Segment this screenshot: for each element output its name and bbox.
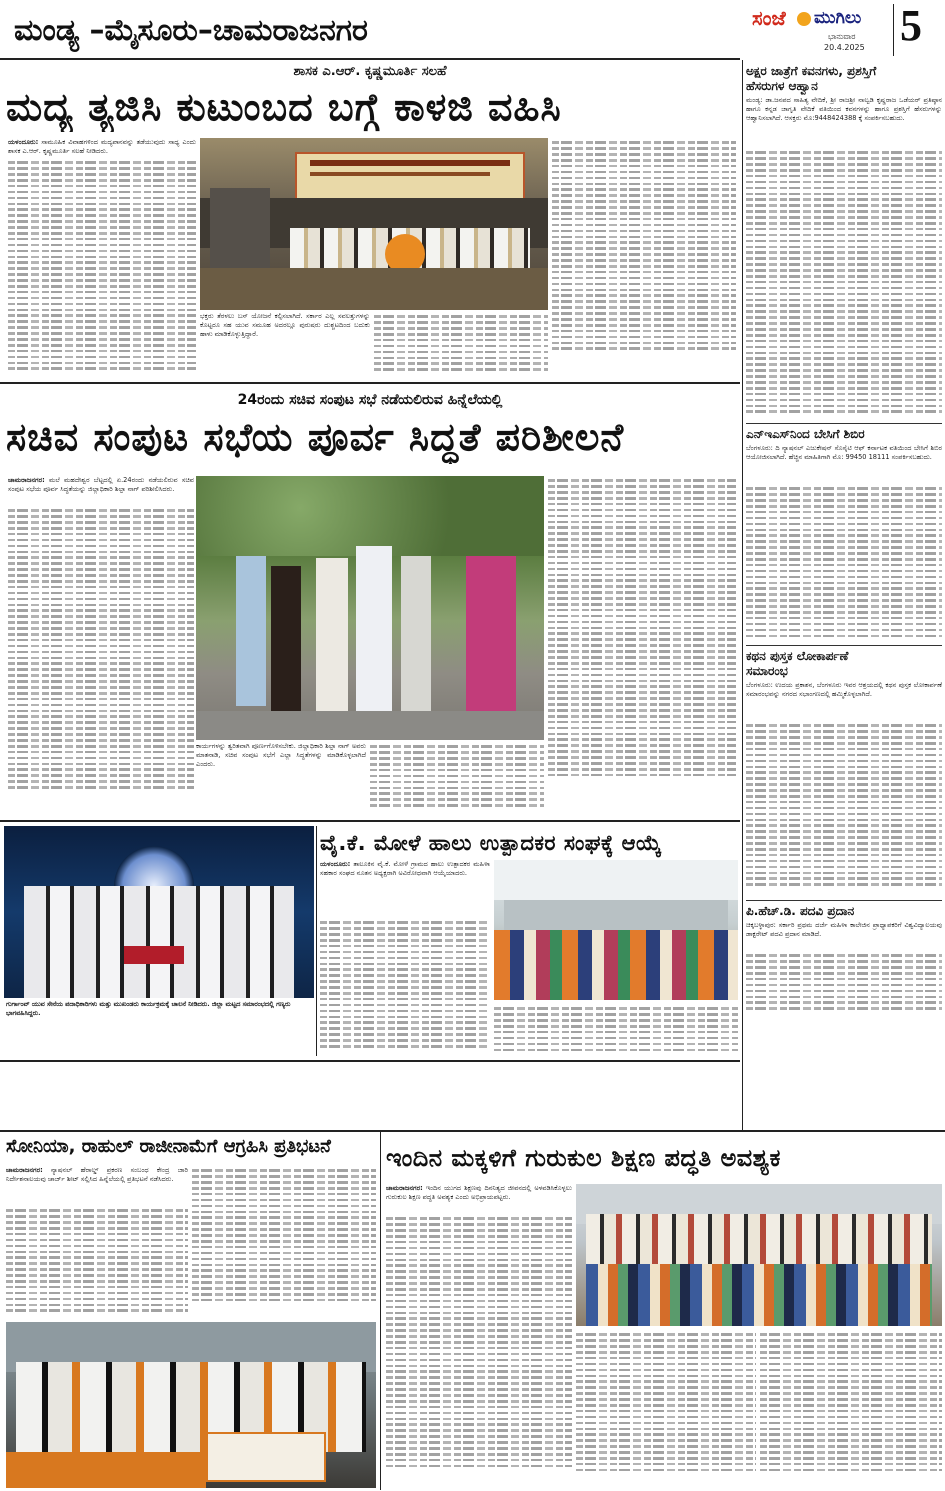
logo-part-2: ಮುಗಿಲು [814, 8, 862, 28]
story3-headline: ವೈ.ಕೆ. ಮೋಳೆ ಹಾಲು ಉತ್ಪಾದಕರ ಸಂಘಕ್ಕೆ ಆಯ್ಕೆ [320, 831, 662, 855]
story4-text-col1 [6, 1166, 188, 1318]
story4-dateline: ಚಾಮರಾಜನಗರ: [6, 1166, 43, 1174]
issue-date: 20.4.2025 [824, 43, 865, 52]
story3-dateline: ಯಳಂದೂರು: [320, 860, 351, 868]
story5-headline: ಇಂದಿನ ಮಕ್ಕಳಿಗೆ ಗುರುಕುಲ ಶಿಕ್ಷಣ ಪದ್ಧತಿ ಅವಶ್ಯಕ [386, 1144, 781, 1172]
story5-text-col1 [386, 1184, 572, 1490]
sidebar-p2: ಬೆಂಗಳೂರು: ದಿ ನ್ಯಾಷನಲ್ ಎಜುಕೇಷನ್ ಸೊಸೈಟಿ ಆಫ್ ಕರ್ನಾಟಕ ವತಿಯಿಂದ ಬೇಸಿಗೆ ಶಿಬಿರ ಆಯೋಜಿಸಲಾಗಿದೆ. ಹೆಚ್ಚಿನ ಮಾಹಿತಿಗಾಗಿ ಮೊ: 99450 18111 ಸಂಪರ್ಕಿಸಬಹುದು. [746, 444, 942, 462]
story5-lead: ಇಂದಿನ ಯುಗದ ಶಿಕ್ಷಣವು ದಿನನಿತ್ಯದ ಜೀವನದಲ್ಲಿ ಅಳವಡಿಸಿಕೊಳ್ಳಲು ಗುರುಕುಲ ಶಿಕ್ಷಣ ಪದ್ಧತಿ ಅವಶ್ಯಕ ಎಂದು ಅಭಿಪ್ರಾಯಪಟ್ಟರು. [386, 1184, 572, 1202]
story3-text-col1 [320, 860, 490, 1056]
story2-text-col4 [548, 476, 736, 816]
story1-text-col4 [552, 138, 736, 378]
story2-photo [196, 476, 544, 740]
sidebar-h3-line1: ಕಥನ ಪುಸ್ತಕ ಲೋಕಾರ್ಪಣೆ [746, 649, 849, 663]
sidebar-h1-line2: ಹೆಸರುಗಳ ಆಹ್ವಾನ [746, 79, 818, 93]
story1-photo [200, 138, 548, 310]
page-number: 5 [900, 1, 922, 50]
story3-lead: ತಾಲೂಕಿನ ವೈ.ಕೆ. ಮೋಳೆ ಗ್ರಾಮದ ಹಾಲು ಉತ್ಪಾದಕರ ಮಹಿಳಾ ಸಹಕಾರ ಸಂಘದ ನೂತನ ಅಧ್ಯಕ್ಷರಾಗಿ ಅವಿರೋಧವಾಗಿ ಆಯ್ಕೆಯಾದರು. [320, 860, 490, 878]
story1-text-col1 [8, 138, 196, 378]
story2-caption: ಕಾರ್ಯಗಳನ್ನು ತ್ವರಿತವಾಗಿ ಪೂರ್ಣಗೊಳಿಸಬೇಕು. ಜಿಲ್ಲಾಧಿಕಾರಿ ಶಿಲ್ಪಾ ನಾಗ್ ಅವರು ಮಾತನಾಡಿ, ಸಚಿವ ಸಂಪುಟ ಸಭೆಗೆ ಎಲ್ಲಾ ಸಿದ್ಧತೆಗಳನ್ನು ಮಾಡಿಕೊಳ್ಳಲಾಗಿದೆ ಎಂದರು. [196, 742, 366, 769]
story4-lead: ನ್ಯಾಷನಲ್ ಹೆರಾಲ್ಡ್ ಪ್ರಕರಣ ಸಂಬಂಧ ಕೇಂದ್ರ ಜಾರಿ ನಿರ್ದೇಶನಾಲಯವು ಚಾರ್ಜ್ ಶೀಟ್ ಸಲ್ಲಿಸಿದ ಹಿನ್ನೆಲೆಯಲ್ಲಿ ಪ್ರತಿಭಟನೆ ನಡೆಸಿದರು. [6, 1166, 188, 1184]
logo-sun-icon [797, 12, 811, 26]
story2-text-col1 [8, 476, 194, 816]
story5-text-col3 [760, 1330, 942, 1490]
story1-kicker: ಶಾಸಕ ಎ.ಆರ್. ಕೃಷ್ಣಮೂರ್ತಿ ಸಲಹೆ [293, 64, 447, 79]
story2-dateline: ಚಾಮರಾಜನಗರ: [8, 476, 45, 484]
sidebar [746, 62, 942, 1130]
event-photo [4, 826, 314, 998]
sidebar-h4: ಪಿ.ಹೆಚ್.ಡಿ. ಪದವಿ ಪ್ರದಾನ [746, 904, 855, 918]
story1-lead: ಸಾಮೂಹಿಕ ವಿವಾಹಗಳಿಂದ ಮದ್ಯಪಾನವನ್ನು ತಡೆಯುವುದು ಸಾಧ್ಯ ಎಂದು ಶಾಸಕ ಎ.ಆರ್. ಕೃಷ್ಣಮೂರ್ತಿ ಸಲಹೆ ನೀಡಿದರು. [8, 138, 196, 156]
story2-text-col3 [370, 742, 544, 816]
story4-headline: ಸೋನಿಯಾ, ರಾಹುಲ್ ರಾಜೀನಾಮೆಗೆ ಆಗ್ರಹಿಸಿ ಪ್ರತಿಭಟನೆ [6, 1136, 331, 1157]
story1-dateline: ಯಳಂದೂರು: [8, 138, 39, 146]
issue-day: ಭಾನುವಾರ [828, 32, 856, 41]
sidebar-p4: ಚಿಕ್ಕಬಳ್ಳಾಪುರ: ಸರ್ಕಾರಿ ಪ್ರಥಮ ದರ್ಜೆ ಮಹಿಳಾ ಕಾಲೇಜಿನ ಪ್ರಾಧ್ಯಾಪಕರಿಗೆ ವಿಶ್ವವಿದ್ಯಾಲಯವು ಡಾಕ್ಟರೇಟ್ ಪದವಿ ಪ್ರದಾನ ಮಾಡಿದೆ. [746, 921, 942, 939]
story5-dateline: ಚಾಮರಾಜನಗರ: [386, 1184, 423, 1192]
story5-photo [576, 1184, 942, 1326]
sidebar-p3: ಬೆಂಗಳೂರು: ಉದಯ ಪ್ರಕಾಶನ, ಬೆಂಗಳೂರು ಇವರ ಆಶ್ರಯದಲ್ಲಿ ಕಥನ ಪುಸ್ತಕ ಲೋಕಾರ್ಪಣೆ ಸಮಾರಂಭವನ್ನು ನಗರದ ಸಭಾಂಗಣದಲ್ಲಿ ಹಮ್ಮಿಕೊಳ್ಳಲಾಗಿದೆ. [746, 681, 942, 699]
story3-text-col2 [494, 1004, 738, 1056]
sidebar-p1: ಮಂಡ್ಯ: ಡಾ.ಜನಪದ ಸಾಹಿತ್ಯ ವೇದಿಕೆ, ಶ್ರೀ ರಾಜಶ್ರೀ ನಾಲ್ವಡಿ ಕೃಷ್ಣರಾಜ ಒಡೆಯರ್ ಪ್ರತಿಷ್ಠಾನ ಹಾಗೂ ಕನ್ನಡ ಜಾಗೃತಿ ವೇದಿಕೆ ವತಿಯಿಂದ ಕವನಗಳನ್ನು ಹಾಗೂ ಪ್ರಶಸ್ತಿಗೆ ಹೆಸರುಗಳನ್ನು ಆಹ್ವಾನಿಸಲಾಗಿದೆ. ಆಸಕ್ತರು ಮೊ:9448424388 ಕ್ಕೆ ಸಂಪರ್ಕಿಸಬಹುದು. [746, 96, 942, 123]
story1-headline: ಮದ್ಯ ತ್ಯಜಿಸಿ ಕುಟುಂಬದ ಬಗ್ಗೆ ಕಾಳಜಿ ವಹಿಸಿ [6, 85, 562, 129]
sidebar-h2: ಎನ್‌ಇಎಸ್‌ನಿಂದ ಬೇಸಿಗೆ ಶಿಬಿರ [746, 427, 865, 441]
story2-kicker: 24ರಂದು ಸಚಿವ ಸಂಪುಟ ಸಭೆ ನಡೆಯಲಿರುವ ಹಿನ್ನೆಲೆಯಲ್ಲಿ [237, 392, 503, 408]
sidebar-h3-line2: ಸಮಾರಂಭ [746, 664, 788, 678]
paper-logo [742, 4, 892, 58]
event-photo-caption: ಗುರ್ಗಾಂವ್ ಯುವ ಸೇನೆಯ ಪದಾಧಿಕಾರಿಗಳು ಮತ್ತು ಮುಖಂಡರು ಕಾರ್ಯಕ್ರಮಕ್ಕೆ ಚಾಲನೆ ನೀಡಿದರು. ಜಿಲ್ಲಾ ಮಟ್ಟದ ಸಮಾರಂಭದಲ್ಲಿ ಗಣ್ಯರು ಭಾಗವಹಿಸಿದ್ದರು. [6, 1000, 291, 1017]
story3-photo [494, 860, 738, 1000]
story2-lead: ಮಲೆ ಮಹದೇಶ್ವರ ಬೆಟ್ಟದಲ್ಲಿ ಏ.24ರಂದು ನಡೆಯಲಿರುವ ಸಚಿವ ಸಂಪುಟ ಸಭೆಯ ಪೂರ್ವ ಸಿದ್ಧತೆಯನ್ನು ಜಿಲ್ಲಾಧಿಕಾರಿ ಶಿಲ್ಪಾ ನಾಗ್ ಪರಿಶೀಲಿಸಿದರು. [8, 476, 194, 494]
story2-headline: ಸಚಿವ ಸಂಪುಟ ಸಭೆಯ ಪೂರ್ವ ಸಿದ್ಧತೆ ಪರಿಶೀಲನೆ [6, 415, 625, 459]
sidebar-h1-line1: ಅಕ್ಷರ ಜಾತ್ರೆಗೆ ಕವನಗಳು, ಪ್ರಶಸ್ತಿಗೆ [746, 64, 877, 78]
story1-text-col3 [374, 312, 548, 378]
logo-part-1: ಸಂಜೆ [752, 6, 786, 30]
section-banner [0, 0, 740, 60]
story5-text-col2 [576, 1330, 756, 1490]
story4-photo [6, 1322, 376, 1488]
story4-text-col2 [192, 1166, 376, 1318]
section-title: ಮಂಡ್ಯ –ಮೈಸೂರು–ಚಾಮರಾಜನಗರ [14, 13, 368, 48]
story1-caption: ಭಕ್ತರು ತೆರಳಲು ಬಸ್ ಯೋಜನೆ ಕಲ್ಪಿಸಲಾಗಿದೆ. ಸರ್ಕಾರ ಎಲ್ಲ ಸವಲತ್ತುಗಳನ್ನು ಕೊಟ್ಟರೂ ಸಹ ಯುವ ಸಮೂಹ ಅದರಲ್ಲೂ ಪುರುಷರು ದುಶ್ಚಟದಿಂದ ಬದುಕು ಹಾಳು ಮಾಡಿಕೊಳ್ಳುತ್ತಿದ್ದಾರೆ. [200, 312, 370, 339]
